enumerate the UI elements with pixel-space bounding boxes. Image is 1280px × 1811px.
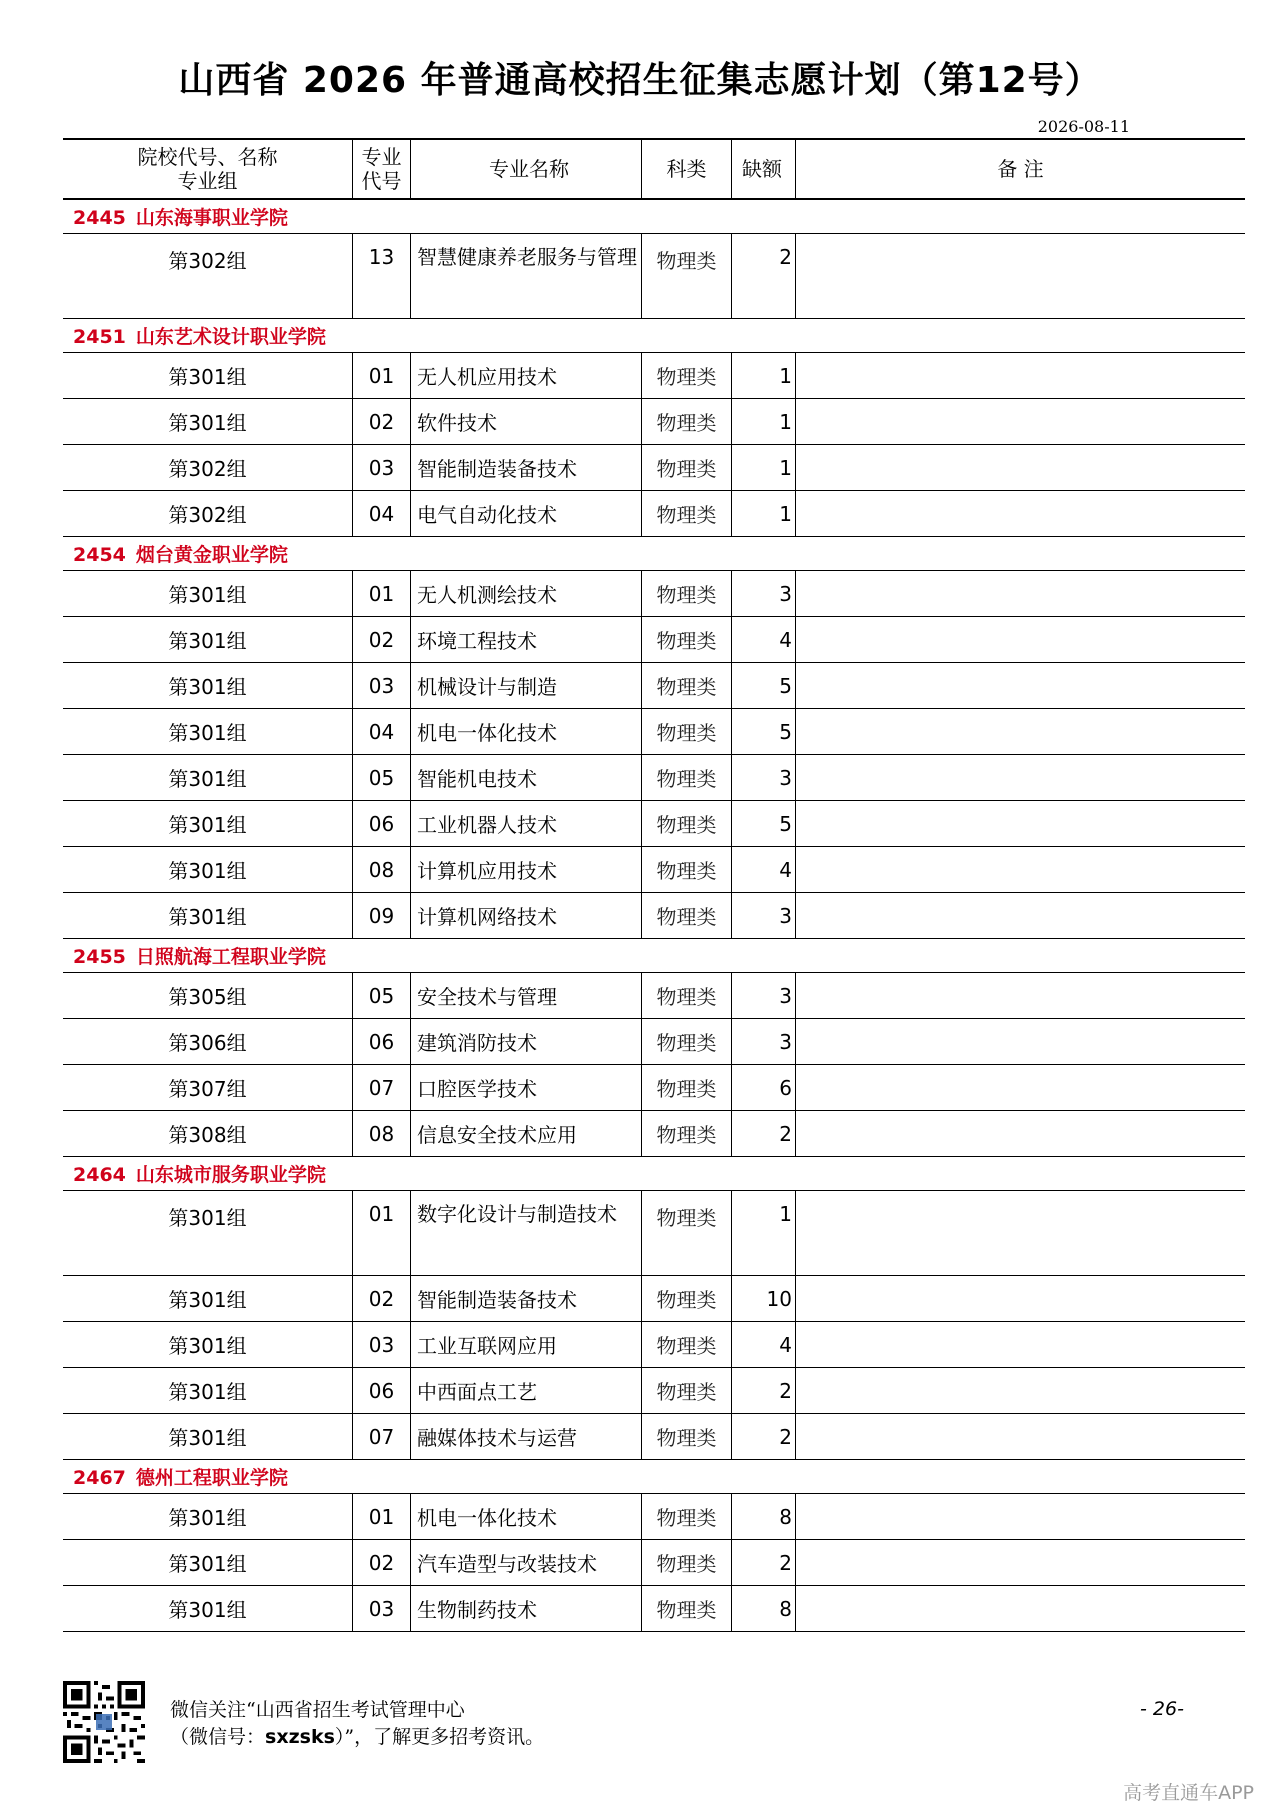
cell-major-code: 04 xyxy=(353,491,411,537)
cell-count: 3 xyxy=(732,1019,796,1065)
cell-count: 5 xyxy=(732,709,796,755)
header-count: 缺额 xyxy=(732,139,796,199)
cell-note xyxy=(796,801,1246,847)
cell-note xyxy=(796,847,1246,893)
cell-major-code: 06 xyxy=(353,801,411,847)
header-code: 专业 代号 xyxy=(353,139,411,199)
cell-group: 第301组 xyxy=(63,801,353,847)
cell-note xyxy=(796,491,1246,537)
cell-category: 物理类 xyxy=(642,1494,732,1540)
header-note: 备 注 xyxy=(796,139,1246,199)
footer-line1: 微信关注“山西省招生考试管理中心 xyxy=(170,1699,465,1721)
cell-major-name: 信息安全技术应用 xyxy=(411,1111,642,1157)
cell-group: 第301组 xyxy=(63,353,353,399)
cell-major-code: 02 xyxy=(353,1540,411,1586)
school-code: 2451 xyxy=(73,326,126,348)
cell-note xyxy=(796,1494,1246,1540)
cell-major-name: 口腔医学技术 xyxy=(411,1065,642,1111)
cell-major-code: 08 xyxy=(353,1111,411,1157)
cell-category: 物理类 xyxy=(642,709,732,755)
cell-group: 第301组 xyxy=(63,1368,353,1414)
footer-line2: （微信号：sxzsks）”，了解更多招考资讯。 xyxy=(170,1726,545,1748)
cell-major-name: 中西面点工艺 xyxy=(411,1368,642,1414)
school-row xyxy=(63,537,1245,571)
cell-note xyxy=(796,893,1246,939)
cell-count: 10 xyxy=(732,1276,796,1322)
cell-group: 第301组 xyxy=(63,1191,353,1276)
school-row xyxy=(63,1460,1245,1494)
cell-major-name: 智能制造装备技术 xyxy=(411,445,642,491)
cell-count: 1 xyxy=(732,445,796,491)
table-header-row xyxy=(63,139,1245,199)
cell-count: 3 xyxy=(732,973,796,1019)
cell-major-code: 03 xyxy=(353,1586,411,1632)
cell-major-name: 融媒体技术与运营 xyxy=(411,1414,642,1460)
cell-group: 第302组 xyxy=(63,491,353,537)
school-name: 山东城市服务职业学院 xyxy=(135,1164,326,1186)
table-row xyxy=(63,1494,1245,1540)
cell-major-code: 01 xyxy=(353,353,411,399)
cell-major-name: 建筑消防技术 xyxy=(411,1019,642,1065)
table-row xyxy=(63,709,1245,755)
table-row xyxy=(63,1586,1245,1632)
cell-note xyxy=(796,973,1246,1019)
cell-note xyxy=(796,571,1246,617)
enrollment-plan-table xyxy=(63,138,1245,1632)
cell-major-name: 机械设计与制造 xyxy=(411,663,642,709)
cell-count: 5 xyxy=(732,801,796,847)
table-row xyxy=(63,801,1245,847)
cell-major-code: 13 xyxy=(353,234,411,319)
table-row xyxy=(63,1065,1245,1111)
wechat-id: sxzsks xyxy=(265,1726,335,1748)
header-major-name: 专业名称 xyxy=(411,139,642,199)
cell-count: 3 xyxy=(732,755,796,801)
cell-major-name: 环境工程技术 xyxy=(411,617,642,663)
cell-category: 物理类 xyxy=(642,801,732,847)
school-name: 烟台黄金职业学院 xyxy=(135,544,288,566)
cell-major-code: 05 xyxy=(353,755,411,801)
school-code: 2464 xyxy=(73,1164,126,1186)
cell-major-code: 01 xyxy=(353,1191,411,1276)
cell-major-code: 09 xyxy=(353,893,411,939)
table-row xyxy=(63,1414,1245,1460)
cell-category: 物理类 xyxy=(642,1019,732,1065)
school-code: 2467 xyxy=(73,1467,126,1489)
cell-major-code: 06 xyxy=(353,1019,411,1065)
table-row xyxy=(63,1111,1245,1157)
page-title: 山西省 2026 年普通高校招生征集志愿计划（第12号） xyxy=(178,60,1102,101)
table-row xyxy=(63,1276,1245,1322)
cell-category: 物理类 xyxy=(642,1276,732,1322)
cell-major-name: 机电一体化技术 xyxy=(411,709,642,755)
cell-group: 第308组 xyxy=(63,1111,353,1157)
cell-category: 物理类 xyxy=(642,1065,732,1111)
cell-major-code: 05 xyxy=(353,973,411,1019)
table-row xyxy=(63,663,1245,709)
cell-count: 1 xyxy=(732,491,796,537)
cell-major-name: 无人机测绘技术 xyxy=(411,571,642,617)
page-number: - 26- xyxy=(1140,1698,1184,1720)
cell-category: 物理类 xyxy=(642,1414,732,1460)
school-heading xyxy=(63,319,1245,353)
cell-major-name: 智能制造装备技术 xyxy=(411,1276,642,1322)
table-row xyxy=(63,893,1245,939)
cell-count: 2 xyxy=(732,1414,796,1460)
table-row xyxy=(63,1322,1245,1368)
table-row xyxy=(63,234,1245,319)
cell-count: 4 xyxy=(732,617,796,663)
cell-note xyxy=(796,1414,1246,1460)
cell-category: 物理类 xyxy=(642,399,732,445)
school-row xyxy=(63,1157,1245,1191)
table-row xyxy=(63,353,1245,399)
cell-note xyxy=(796,1540,1246,1586)
table-row xyxy=(63,571,1245,617)
table-row xyxy=(63,445,1245,491)
cell-count: 4 xyxy=(732,847,796,893)
cell-note xyxy=(796,1586,1246,1632)
cell-category: 物理类 xyxy=(642,973,732,1019)
cell-note xyxy=(796,234,1246,319)
table-row xyxy=(63,1368,1245,1414)
cell-group: 第301组 xyxy=(63,617,353,663)
school-heading xyxy=(63,1460,1245,1494)
school-name: 日照航海工程职业学院 xyxy=(135,946,326,968)
cell-category: 物理类 xyxy=(642,445,732,491)
cell-note xyxy=(796,755,1246,801)
cell-group: 第301组 xyxy=(63,893,353,939)
cell-group: 第301组 xyxy=(63,1414,353,1460)
school-row xyxy=(63,319,1245,353)
publish-date: 2026-08-11 xyxy=(1037,117,1130,136)
cell-group: 第301组 xyxy=(63,399,353,445)
cell-category: 物理类 xyxy=(642,234,732,319)
cell-major-name: 智能机电技术 xyxy=(411,755,642,801)
cell-note xyxy=(796,399,1246,445)
cell-count: 3 xyxy=(732,571,796,617)
cell-note xyxy=(796,1191,1246,1276)
cell-count: 4 xyxy=(732,1322,796,1368)
cell-group: 第301组 xyxy=(63,571,353,617)
cell-note xyxy=(796,663,1246,709)
cell-category: 物理类 xyxy=(642,617,732,663)
footer-wechat-notice xyxy=(170,1697,544,1751)
cell-group: 第302组 xyxy=(63,234,353,319)
cell-category: 物理类 xyxy=(642,847,732,893)
school-code: 2455 xyxy=(73,946,126,968)
table-row xyxy=(63,755,1245,801)
cell-note xyxy=(796,1276,1246,1322)
cell-note xyxy=(796,1019,1246,1065)
cell-count: 1 xyxy=(732,1191,796,1276)
cell-category: 物理类 xyxy=(642,893,732,939)
cell-major-code: 01 xyxy=(353,571,411,617)
cell-major-code: 02 xyxy=(353,1276,411,1322)
cell-major-name: 数字化设计与制造技术 xyxy=(411,1191,642,1276)
cell-note xyxy=(796,1065,1246,1111)
cell-major-code: 08 xyxy=(353,847,411,893)
cell-group: 第301组 xyxy=(63,1322,353,1368)
cell-note xyxy=(796,617,1246,663)
cell-major-code: 03 xyxy=(353,663,411,709)
cell-group: 第301组 xyxy=(63,663,353,709)
cell-category: 物理类 xyxy=(642,1322,732,1368)
table-row xyxy=(63,1191,1245,1276)
cell-major-code: 01 xyxy=(353,1494,411,1540)
school-heading xyxy=(63,939,1245,973)
table-row xyxy=(63,1019,1245,1065)
table-row xyxy=(63,1540,1245,1586)
cell-category: 物理类 xyxy=(642,1540,732,1586)
cell-major-name: 机电一体化技术 xyxy=(411,1494,642,1540)
school-code: 2454 xyxy=(73,544,126,566)
cell-category: 物理类 xyxy=(642,663,732,709)
cell-major-name: 工业机器人技术 xyxy=(411,801,642,847)
cell-category: 物理类 xyxy=(642,755,732,801)
table-row xyxy=(63,847,1245,893)
school-code: 2445 xyxy=(73,207,126,229)
cell-category: 物理类 xyxy=(642,1111,732,1157)
school-heading xyxy=(63,199,1245,234)
cell-note xyxy=(796,1368,1246,1414)
table-row xyxy=(63,617,1245,663)
cell-major-name: 生物制药技术 xyxy=(411,1586,642,1632)
cell-category: 物理类 xyxy=(642,1368,732,1414)
cell-note xyxy=(796,1111,1246,1157)
cell-major-code: 04 xyxy=(353,709,411,755)
cell-count: 2 xyxy=(732,1111,796,1157)
cell-group: 第301组 xyxy=(63,755,353,801)
cell-count: 8 xyxy=(732,1494,796,1540)
cell-note xyxy=(796,1322,1246,1368)
cell-count: 8 xyxy=(732,1586,796,1632)
cell-major-code: 02 xyxy=(353,617,411,663)
cell-note xyxy=(796,353,1246,399)
cell-count: 2 xyxy=(732,1368,796,1414)
table-row xyxy=(63,399,1245,445)
school-heading xyxy=(63,537,1245,571)
cell-group: 第301组 xyxy=(63,709,353,755)
cell-major-code: 03 xyxy=(353,445,411,491)
cell-count: 2 xyxy=(732,234,796,319)
cell-major-code: 07 xyxy=(353,1065,411,1111)
cell-category: 物理类 xyxy=(642,1586,732,1632)
school-heading xyxy=(63,1157,1245,1191)
school-name: 山东艺术设计职业学院 xyxy=(135,326,326,348)
cell-category: 物理类 xyxy=(642,491,732,537)
qr-code-icon xyxy=(63,1681,145,1763)
school-row xyxy=(63,199,1245,234)
table-row xyxy=(63,491,1245,537)
cell-note xyxy=(796,445,1246,491)
cell-group: 第306组 xyxy=(63,1019,353,1065)
cell-group: 第307组 xyxy=(63,1065,353,1111)
cell-group: 第301组 xyxy=(63,1276,353,1322)
cell-major-name: 无人机应用技术 xyxy=(411,353,642,399)
cell-major-name: 计算机应用技术 xyxy=(411,847,642,893)
cell-major-name: 汽车造型与改装技术 xyxy=(411,1540,642,1586)
watermark: 高考直通车APP xyxy=(1123,1782,1254,1804)
cell-major-name: 电气自动化技术 xyxy=(411,491,642,537)
header-category: 科类 xyxy=(642,139,732,199)
cell-group: 第305组 xyxy=(63,973,353,1019)
cell-count: 6 xyxy=(732,1065,796,1111)
table-row xyxy=(63,973,1245,1019)
cell-count: 1 xyxy=(732,353,796,399)
cell-major-name: 安全技术与管理 xyxy=(411,973,642,1019)
school-row xyxy=(63,939,1245,973)
cell-category: 物理类 xyxy=(642,353,732,399)
cell-major-code: 07 xyxy=(353,1414,411,1460)
cell-group: 第301组 xyxy=(63,847,353,893)
cell-group: 第301组 xyxy=(63,1586,353,1632)
cell-note xyxy=(796,709,1246,755)
cell-count: 3 xyxy=(732,893,796,939)
cell-count: 2 xyxy=(732,1540,796,1586)
cell-major-code: 06 xyxy=(353,1368,411,1414)
cell-category: 物理类 xyxy=(642,571,732,617)
cell-major-name: 软件技术 xyxy=(411,399,642,445)
cell-count: 5 xyxy=(732,663,796,709)
cell-group: 第302组 xyxy=(63,445,353,491)
header-group: 院校代号、名称 专业组 xyxy=(63,139,353,199)
school-name: 山东海事职业学院 xyxy=(135,207,288,229)
cell-group: 第301组 xyxy=(63,1540,353,1586)
cell-major-name: 智慧健康养老服务与管理 xyxy=(411,234,642,319)
school-name: 德州工程职业学院 xyxy=(135,1467,288,1489)
cell-major-name: 计算机网络技术 xyxy=(411,893,642,939)
cell-count: 1 xyxy=(732,399,796,445)
cell-major-code: 02 xyxy=(353,399,411,445)
cell-group: 第301组 xyxy=(63,1494,353,1540)
cell-category: 物理类 xyxy=(642,1191,732,1276)
cell-major-code: 03 xyxy=(353,1322,411,1368)
cell-major-name: 工业互联网应用 xyxy=(411,1322,642,1368)
